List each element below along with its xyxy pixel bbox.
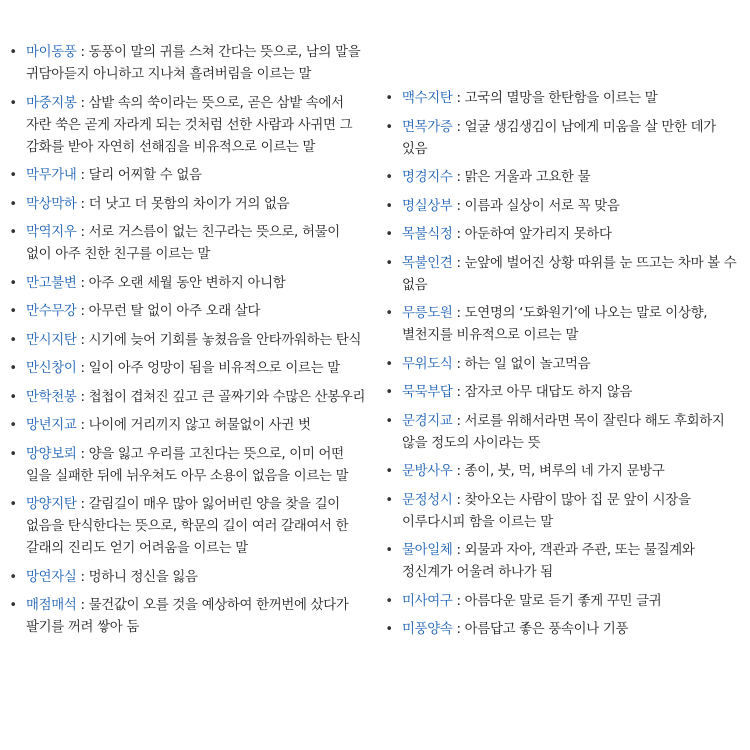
term-separator: : (452, 464, 465, 479)
idiom-item (384, 303, 740, 347)
idiom-definition: 맑은 거울과 고요한 물 (464, 170, 591, 185)
bullet-icon: • (385, 255, 393, 271)
idiom-item (8, 330, 366, 352)
bullet-icon: • (9, 275, 17, 291)
idiom-item (8, 415, 366, 437)
idiom-definition: 달리 어찌할 수 없음 (88, 168, 202, 183)
idiom-term: 미사여구 (402, 593, 453, 609)
term-separator: : (76, 275, 89, 291)
bullet-icon: • (385, 413, 393, 429)
bullet-icon: • (9, 598, 17, 613)
term-separator: : (76, 569, 89, 585)
idiom-definition: 동풍이 말의 귀를 스쳐 간다는 뜻으로, 남의 말을 귀담아듣지 아니하고 지나쳐 흘려버림을 이르는 말 (26, 45, 361, 82)
idiom-definition: 시기에 늦어 기회를 놓쳤음을 안타까워하는 탄식 (88, 332, 362, 348)
idiom-definition: 고국의 멸망을 한탄함을 이르는 말 (464, 91, 658, 106)
term-separator: : (76, 361, 89, 376)
idiom-term: 물아일체 (402, 543, 453, 558)
term-separator: : (76, 168, 89, 183)
idiom-term: 명경지수 (402, 170, 453, 185)
idiom-definition: 물건값이 오를 것을 예상하여 한꺼번에 샀다가 팔기를 꺼려 쌓아 둠 (26, 598, 349, 635)
idiom-term: 망양지탄 (26, 497, 77, 512)
idiom-item (8, 444, 366, 488)
idiom-term: 문방사우 (402, 464, 453, 479)
idiom-item (384, 461, 740, 483)
idiom-definition: 아름답고 좋은 풍속이나 기풍 (464, 622, 629, 637)
bullet-icon: • (385, 198, 393, 214)
term-separator: : (76, 196, 89, 212)
idiom-term: 목불식정 (402, 227, 453, 242)
idiom-item (8, 273, 366, 295)
idiom-term: 문정성시 (402, 492, 453, 508)
idiom-definition: 잠자코 아무 대답도 하지 않음 (464, 385, 633, 400)
term-separator: : (452, 306, 465, 321)
idiom-term: 맥수지탄 (402, 91, 453, 106)
idiom-term: 무릉도원 (402, 306, 453, 321)
term-separator: : (76, 95, 89, 111)
idiom-item (384, 354, 740, 376)
term-separator: : (76, 418, 89, 433)
idiom-definition: 일이 아주 엉망이 됨을 비유적으로 이르는 말 (88, 361, 340, 376)
bullet-icon: • (9, 569, 17, 585)
idiom-item (384, 411, 740, 455)
idiom-term: 묵묵부답 (402, 385, 453, 400)
idiom-term: 망연자실 (26, 569, 77, 585)
term-separator: : (76, 332, 89, 348)
bullet-icon: • (9, 304, 17, 319)
idiom-term: 문경지교 (402, 413, 453, 429)
idiom-item (384, 88, 740, 110)
idiom-item (8, 358, 366, 380)
bullet-icon: • (9, 332, 17, 348)
idiom-list-left (8, 42, 366, 646)
term-separator: : (76, 45, 89, 60)
idiom-item (384, 196, 740, 218)
idiom-definition: 서로 거스름이 없는 친구라는 뜻으로, 허물이 없이 아주 친한 친구를 이르는 말 (26, 225, 340, 262)
term-separator: : (452, 492, 465, 508)
idiom-item (384, 117, 740, 161)
idiom-definition: 얼굴 생김생김이 남에게 미움을 살 만한 데가 있음 (402, 119, 716, 157)
idiom-item (8, 42, 366, 86)
term-separator: : (452, 227, 465, 242)
idiom-term: 마이동풍 (26, 45, 77, 60)
idiom-definition: 찾아오는 사람이 많아 집 문 앞이 시장을 이루다시피 함을 이르는 말 (402, 492, 691, 530)
bullet-icon: • (9, 497, 17, 512)
idiom-term: 무위도식 (402, 356, 453, 372)
idiom-item (384, 619, 740, 641)
idiom-definition: 종이, 붓, 먹, 벼루의 네 가지 문방구 (464, 464, 665, 479)
bullet-icon: • (9, 361, 17, 376)
idiom-term: 목불인견 (402, 255, 453, 271)
bullet-icon: • (385, 622, 393, 637)
bullet-icon: • (385, 356, 393, 372)
idiom-definition: 이름과 실상이 서로 꼭 맞음 (464, 198, 620, 214)
idiom-item (384, 382, 740, 404)
idiom-definition: 아름다운 말로 듣기 좋게 꾸민 글귀 (464, 593, 662, 609)
idiom-term: 명실상부 (402, 198, 453, 214)
idiom-term: 매점매석 (26, 598, 77, 613)
idiom-definition: 삼밭 속의 쑥이라는 뜻으로, 곧은 삼밭 속에서 자란 쑥은 곧게 자라게 되는 것처럼 선한 사람과 사귀면 그 감화를 받아 자연히 선해짐을 비유적으로 이르는 말 (26, 95, 353, 155)
bullet-icon: • (9, 196, 17, 212)
term-separator: : (76, 497, 89, 512)
idiom-definition: 멍하니 정신을 잃음 (88, 569, 198, 585)
term-separator: : (76, 225, 89, 240)
bullet-icon: • (9, 168, 17, 183)
bullet-icon: • (385, 543, 393, 558)
term-separator: : (76, 446, 89, 462)
idiom-term: 만시지탄 (26, 332, 77, 348)
idiom-definition: 하는 일 없이 놀고먹음 (464, 356, 591, 372)
idiom-list-right (384, 88, 740, 648)
idiom-item (8, 387, 366, 409)
bullet-icon: • (385, 593, 393, 609)
bullet-icon: • (9, 418, 17, 433)
bullet-icon: • (385, 492, 393, 508)
idiom-definition: 서로를 위해서라면 목이 잘린다 해도 후회하지 않을 정도의 사이라는 뜻 (402, 413, 725, 451)
idiom-definition: 도연명의 ‘도화원기’에 나오는 말로 이상향, 별천지를 비유적으로 이르는 말 (402, 306, 708, 343)
idiom-term: 막상막하 (26, 196, 77, 212)
idiom-definition: 아둔하여 앞가리지 못하다 (464, 227, 612, 242)
term-separator: : (76, 304, 89, 319)
idiom-item (384, 540, 740, 584)
idiom-definition: 외물과 자아, 객관과 주관, 또는 물질계와 정신계가 어울려 하나가 됨 (402, 543, 695, 580)
term-separator: : (452, 356, 465, 372)
term-separator: : (452, 91, 465, 106)
bullet-icon: • (9, 389, 17, 405)
bullet-icon: • (385, 119, 393, 135)
term-separator: : (452, 170, 465, 185)
bullet-icon: • (385, 306, 393, 321)
idiom-item (8, 301, 366, 323)
idiom-item (384, 591, 740, 613)
idiom-definition: 눈앞에 벌어진 상황 따위를 눈 뜨고는 차마 볼 수 없음 (402, 255, 737, 293)
idiom-term: 마중지봉 (26, 95, 77, 111)
bullet-icon: • (385, 170, 393, 185)
idiom-definition: 갈림길이 매우 많아 잃어버린 양을 찾을 길이 없음을 탄식한다는 뜻으로, 학문의 길이 여러 갈래여서 한 갈래의 진리도 얻기 어려움을 이르는 말 (26, 497, 349, 556)
idiom-item (8, 93, 366, 159)
term-separator: : (452, 255, 465, 271)
term-separator: : (452, 543, 465, 558)
idiom-term: 만수무강 (26, 304, 77, 319)
term-separator: : (452, 622, 465, 637)
idiom-term: 면목가증 (402, 119, 453, 135)
bullet-icon: • (9, 45, 17, 60)
term-separator: : (452, 385, 465, 400)
idiom-term: 미풍양속 (402, 622, 453, 637)
idiom-term: 만고불변 (26, 275, 77, 291)
idiom-item (384, 167, 740, 189)
idiom-item (8, 595, 366, 639)
idiom-item (384, 253, 740, 297)
idiom-item (384, 490, 740, 534)
term-separator: : (452, 593, 465, 609)
bullet-icon: • (385, 91, 393, 106)
idiom-definition: 나이에 거리끼지 않고 허물없이 사귄 벗 (88, 418, 311, 433)
term-separator: : (452, 119, 465, 135)
idiom-item (8, 567, 366, 589)
idiom-term: 막무가내 (26, 168, 77, 183)
idiom-item (8, 222, 366, 266)
idiom-term: 망년지교 (26, 418, 77, 433)
bullet-icon: • (9, 95, 17, 111)
idiom-term: 망양보뢰 (26, 446, 77, 462)
idiom-term: 만신창이 (26, 361, 77, 376)
bullet-icon: • (9, 446, 17, 462)
bullet-icon: • (385, 227, 393, 242)
idiom-item (8, 194, 366, 216)
idiom-term: 만학천봉 (26, 389, 77, 405)
term-separator: : (452, 413, 465, 429)
idiom-definition: 첩첩이 겹쳐진 깊고 큰 골짜기와 수많은 산봉우리 (88, 389, 366, 405)
bullet-icon: • (385, 464, 393, 479)
idiom-definition: 양을 잃고 우리를 고친다는 뜻으로, 이미 어떤 일을 실패한 뒤에 뉘우쳐도 아무 소용이 없음을 이르는 말 (26, 446, 349, 484)
idiom-item (8, 494, 366, 560)
idiom-definition: 아주 오랜 세월 동안 변하지 아니함 (88, 275, 286, 291)
idiom-item (8, 165, 366, 187)
idiom-definition: 아무런 탈 없이 아주 오래 살다 (88, 304, 261, 319)
bullet-icon: • (385, 385, 393, 400)
idiom-definition: 더 낫고 더 못함의 차이가 거의 없음 (88, 196, 290, 212)
term-separator: : (76, 598, 89, 613)
idiom-item (384, 224, 740, 246)
term-separator: : (76, 389, 89, 405)
term-separator: : (452, 198, 465, 214)
idiom-term: 막역지우 (26, 225, 77, 240)
bullet-icon: • (9, 225, 17, 240)
